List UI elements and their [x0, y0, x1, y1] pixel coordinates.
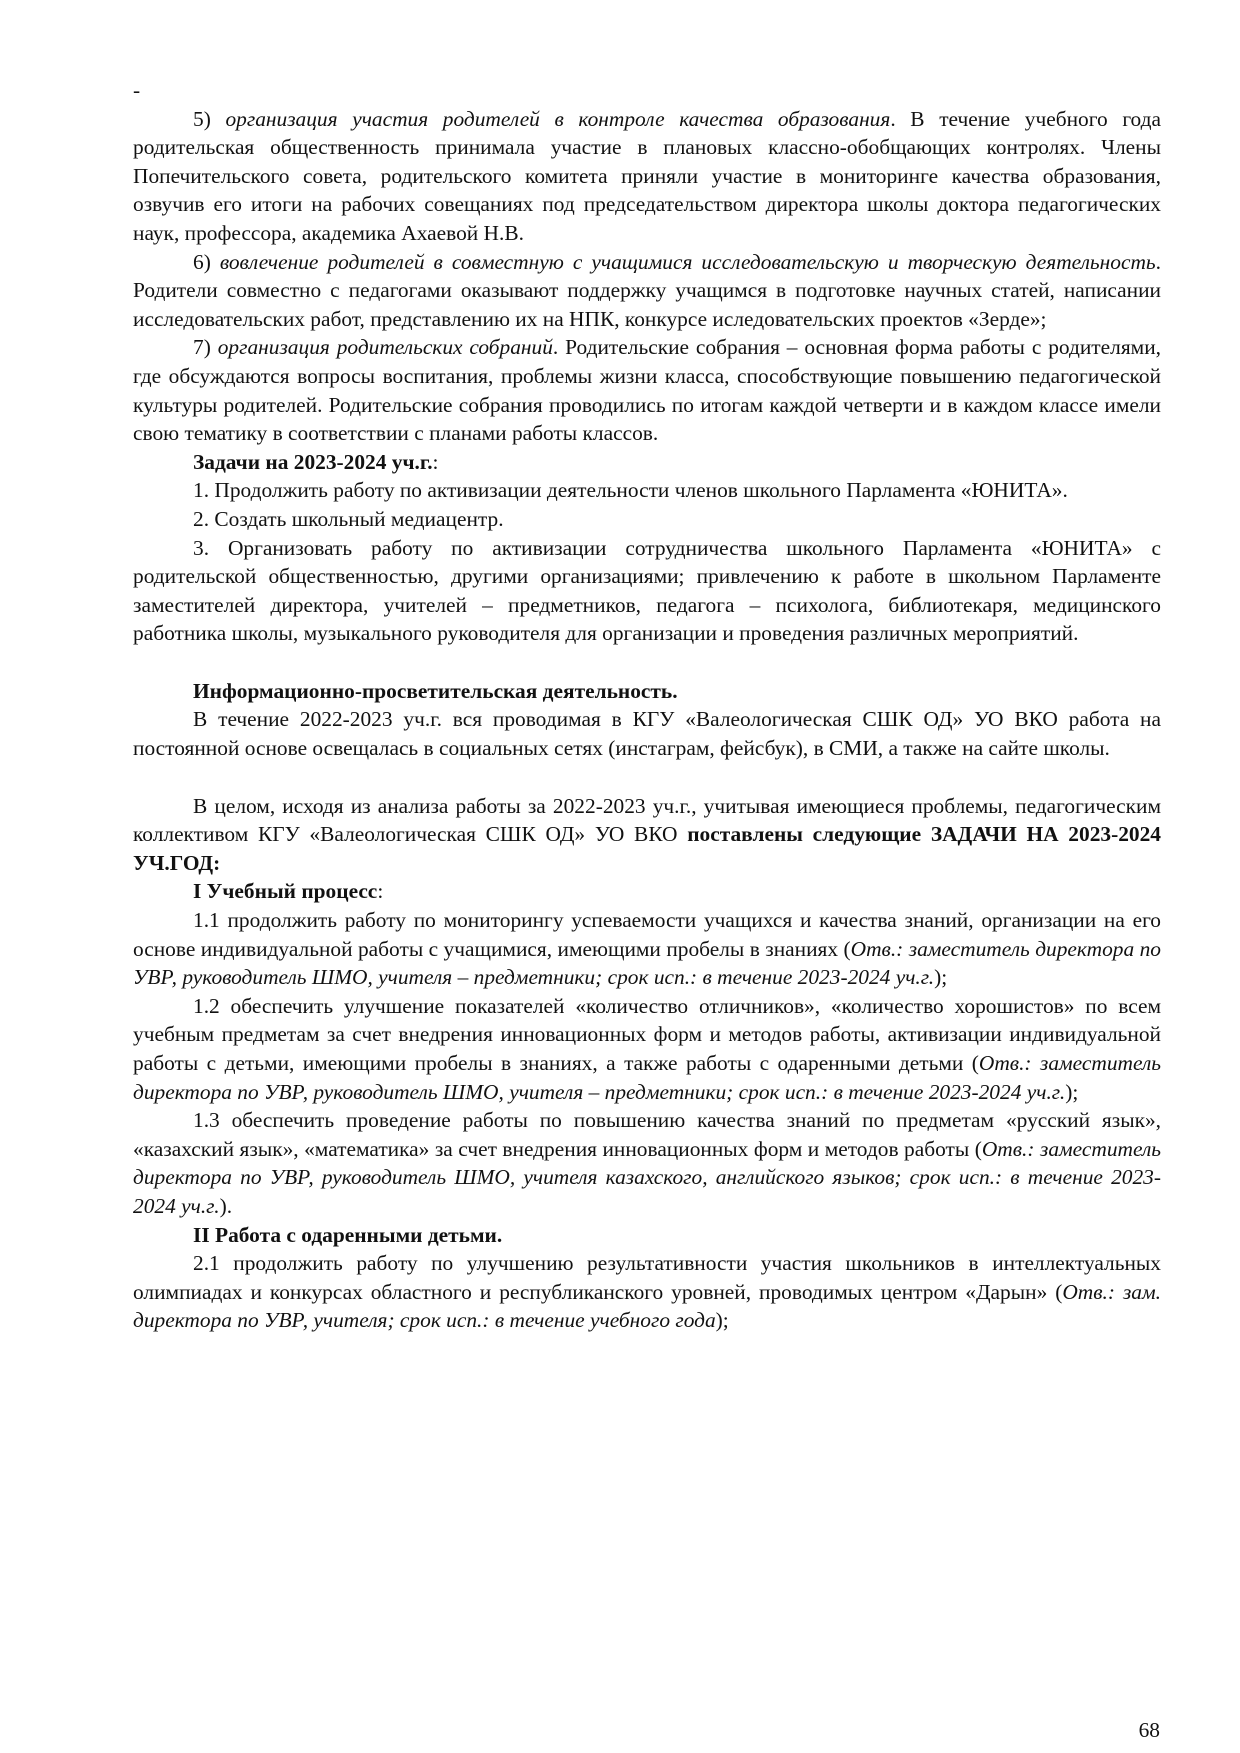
tasks-heading — [133, 448, 1161, 477]
summary-paragraph — [133, 792, 1161, 878]
section-1-heading-text: I Учебный процесс — [193, 879, 378, 904]
item-title: организация родительских собраний — [217, 335, 553, 360]
item-2-1 — [133, 1249, 1161, 1335]
item-responsible: Отв.: зам. директора по УВР, учителя; срок исп.: в течение учебного года — [133, 1279, 1161, 1333]
item-responsible: Отв.: заместитель директора по УВР, руководитель ШМО, учителя – предметники; срок исп.: в течение 2023-2024 уч.г. — [133, 936, 1161, 990]
item-1-1 — [133, 906, 1161, 992]
item-end: ); — [715, 1308, 729, 1333]
section-2-heading — [133, 1221, 1161, 1250]
spacer — [133, 648, 1161, 677]
item-end: ); — [1065, 1079, 1079, 1104]
section-1-heading — [133, 877, 1161, 906]
page-content — [133, 76, 1161, 1335]
item-number: 7) — [193, 335, 218, 360]
paragraph-6 — [133, 248, 1161, 334]
leading-dash: - — [133, 78, 141, 102]
info-paragraph: В течение 2022-2023 уч.г. вся проводимая в КГУ «Валеологическая СШК ОД» УО ВКО работа на постоянной основе освещалась в социальных сетях (инстаграм, фейсбук), в СМИ, а также на сайте школы. — [133, 707, 1161, 761]
page-number: 68 — [1138, 1718, 1160, 1742]
item-text: . Родители совместно с педагогами оказывают поддержку учащимся в подготовке научных статей, написании исследовательских работ, представлению их на НПК, конкурсе иследовательских проектов «Зерде»; — [133, 249, 1162, 331]
item-text: 1.3 обеспечить проведение работы по повышению качества знаний по предметам «русский язык», «казахский язык», «математика» за счет внедрения инновационных форм и методов работы ( — [133, 1108, 1161, 1161]
item-end: ). — [219, 1193, 233, 1218]
paragraph-5 — [133, 105, 1161, 248]
item-text: . Родительские собрания – основная форма работы с родителями, где обсуждаются вопросы воспитания, проблемы жизни класса, способствующие повышению педагогической культуры родителей. Родительские собрания проводились по итогам каждой четверти и в каждом классе имели свою тематику в соответствии с планами работы классов. — [133, 335, 1161, 446]
info-heading — [133, 677, 1161, 706]
info-heading-text: Информационно-просветительская деятельность. — [193, 678, 678, 703]
paragraph-7 — [133, 333, 1161, 447]
item-end: ); — [934, 965, 948, 990]
item-text: 1.1 продолжить работу по мониторингу успеваемости учащихся и качества знаний, организации на его основе индивидуальной работы с учащимися, имеющими пробелы в знаниях ( — [133, 908, 1161, 961]
section-2-heading-text: II Работа с одаренными детьми. — [193, 1222, 503, 1247]
item-text: 2.1 продолжить работу по улучшению результативности участия школьников в интеллектуальных олимпиадах и конкурсах областного и республиканского уровней, проводимых центром «Дарын» ( — [133, 1251, 1161, 1304]
summary-text: В целом, исходя из анализа работы за 2022-2023 уч.г., учитывая имеющиеся проблемы, педагогическим коллективом КГУ «Валеологическая СШК ОД» УО ВКО — [133, 793, 1161, 847]
task-2: 2. Создать школьный медиацентр. — [193, 506, 504, 531]
item-title: вовлечение родителей в совместную с учащимися исследовательскую и творческую деятельность — [219, 249, 1156, 274]
item-text: . В течение учебного года родительская общественность принимала участие в плановых классно-обобщающих контролях. Члены Попечительского совета, родительского комитета приняли участие в мониторинге качества образования, озвучив его итоги на рабочих совещаниях под председательством директора школы доктора педагогических наук, профессора, академика Ахаевой Н.В. — [133, 106, 1162, 245]
task-3: 3. Организовать работу по активизации сотрудничества школьного Парламента «ЮНИТА» с родительской общественностью, другими организациями; привлечению к работе в школьном Парламенте заместителей директора, учителей – предметников, педагога – психолога, библиотекаря, медицинского работника школы, музыкального руководителя для организации и проведения различных мероприятий. — [133, 535, 1161, 646]
item-responsible: Отв.: заместитель директора по УВР, руководитель ШМО, учителя казахского, английского языков; срок исп.: в течение 2023-2024 уч.г. — [133, 1136, 1162, 1218]
item-text: 1.2 обеспечить улучшение показателей «количество отличников», «количество хорошистов» по всем учебным предметам за счет внедрения инновационных форм и методов работы, активизации индивидуальной работы с детьми, имеющими пробелы в знаниях, а также работы с одаренными детьми ( — [133, 993, 1161, 1075]
item-1-3 — [133, 1106, 1161, 1220]
tasks-heading-colon: : — [432, 449, 439, 474]
item-title: организация участия родителей в контроле качества образования — [225, 106, 891, 131]
summary-bold: поставлены следующие ЗАДАЧИ НА 2023-2024 УЧ.ГОД: — [133, 822, 1161, 875]
spacer — [133, 763, 1161, 792]
task-1: 1. Продолжить работу по активизации деятельности членов школьного Парламента «ЮНИТА». — [193, 478, 1068, 503]
section-1-heading-colon: : — [377, 879, 384, 904]
item-1-2 — [133, 992, 1161, 1106]
item-responsible: Отв.: заместитель директора по УВР, руководитель ШМО, учителя – предметники; срок исп.: в течение 2023-2024 уч.г. — [133, 1051, 1162, 1104]
tasks-heading-text: Задачи на 2023-2024 уч.г. — [193, 449, 433, 474]
item-number: 6) — [193, 249, 220, 274]
item-number: 5) — [193, 106, 226, 131]
